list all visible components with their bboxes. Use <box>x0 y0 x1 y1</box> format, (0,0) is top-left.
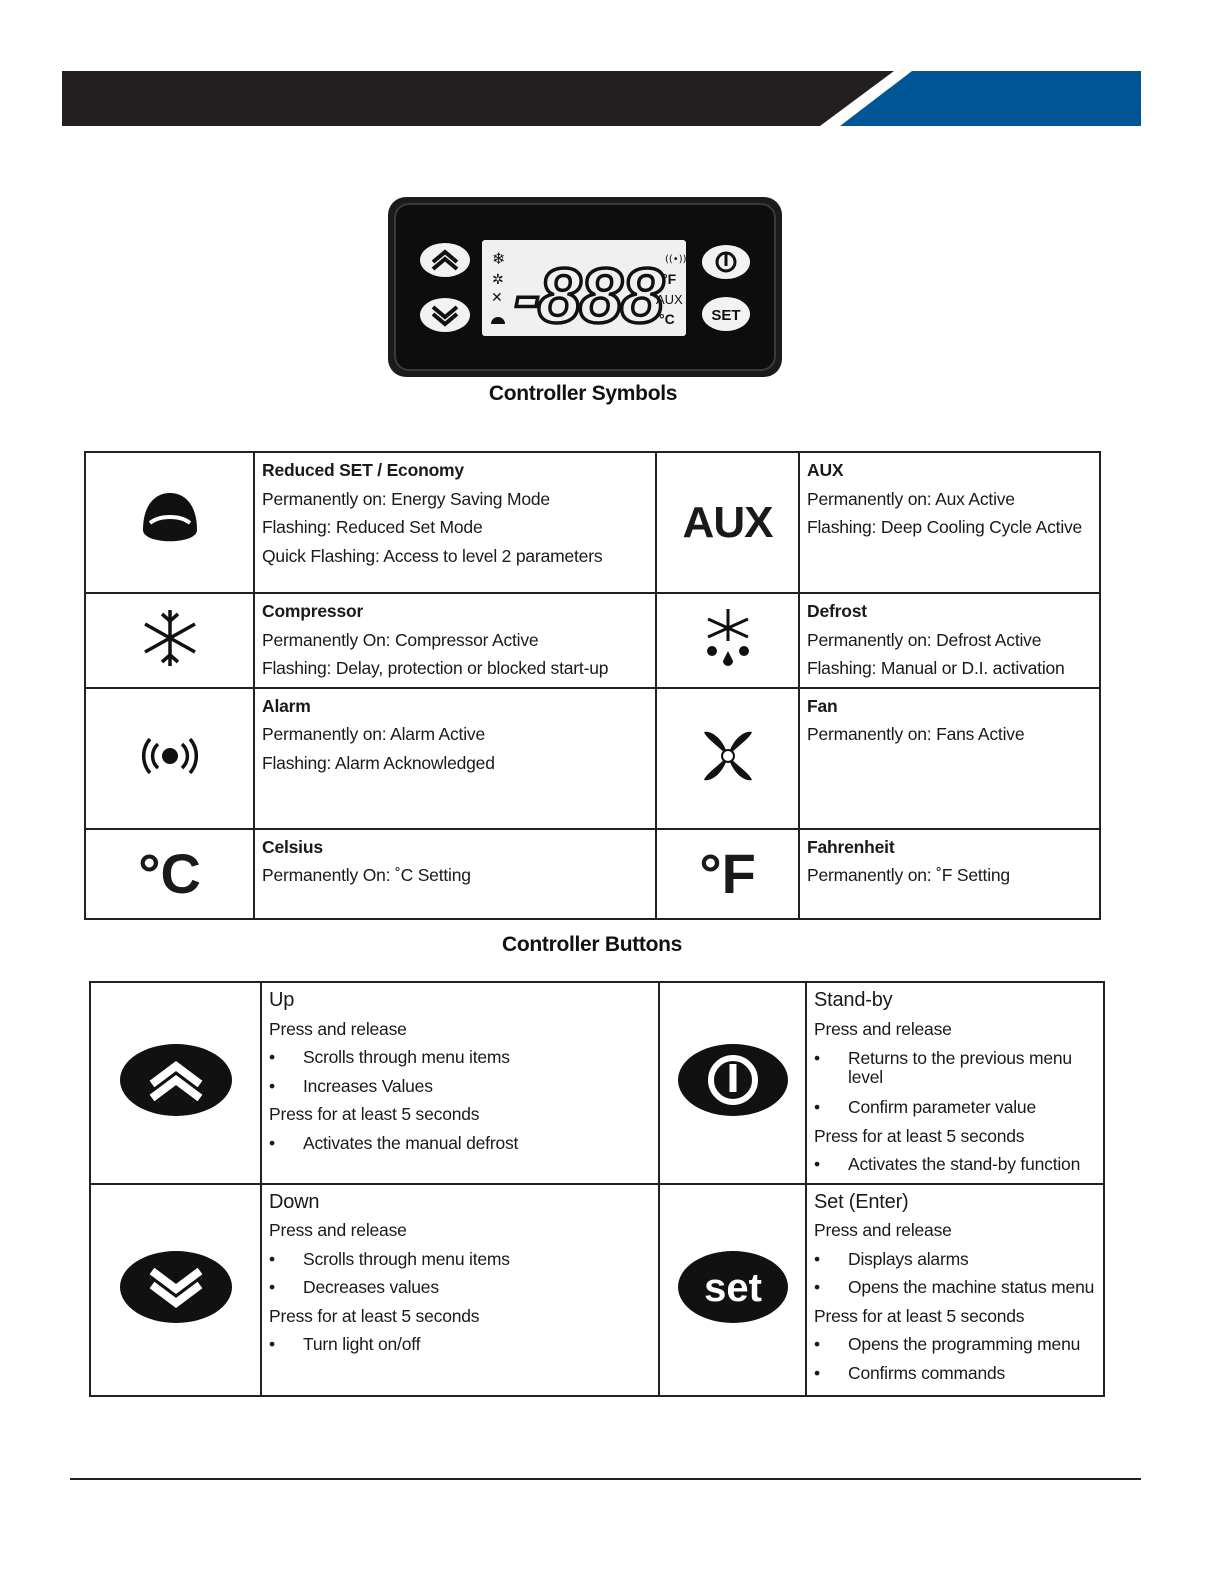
button-title: Set (Enter) <box>814 1190 909 1213</box>
button-set-text <box>807 1185 1103 1392</box>
down-button-icon <box>90 1184 261 1396</box>
power-icon <box>702 245 750 279</box>
instruction-bullet: • Scrolls through menu items <box>269 1245 652 1274</box>
instruction-bullet: • Displays alarms <box>814 1245 1097 1274</box>
defrost-icon <box>656 593 799 688</box>
symbol-compressor-text: Compressor Permanently On: Compressor Active Flashing: Delay, protection or blocked start-up <box>262 601 609 678</box>
instruction-line: Press and release <box>814 1220 952 1240</box>
standby-button-icon <box>659 982 806 1184</box>
fahrenheit-icon: °F <box>656 829 799 919</box>
svg-text:✕: ✕ <box>491 290 503 306</box>
aux-icon: AUX <box>656 452 799 593</box>
instruction-line: Press for at least 5 seconds <box>814 1305 1025 1326</box>
set-button-icon <box>659 1184 806 1396</box>
symbols-table <box>84 451 1101 920</box>
button-standby-text <box>807 983 1103 1183</box>
footer-divider <box>70 1478 1141 1480</box>
instruction-bullet: • Returns to the previous menu level <box>814 1043 1097 1093</box>
buttons-caption: Controller Buttons <box>501 933 683 956</box>
svg-text:°C: °C <box>659 311 675 327</box>
instruction-bullet: • Activates the manual defrost <box>269 1129 652 1158</box>
instruction-line: Press for at least 5 seconds <box>269 1104 480 1124</box>
svg-text:((•)): ((•)) <box>665 254 687 265</box>
economy-icon <box>85 452 254 593</box>
instruction-line: Press for at least 5 seconds <box>269 1305 480 1326</box>
symbols-caption: Controller Symbols <box>488 382 678 405</box>
svg-text:set: set <box>703 1266 762 1310</box>
instruction-bullet: • Opens the machine status menu <box>814 1273 1097 1302</box>
instruction-bullet: • Decreases values <box>269 1273 652 1302</box>
instruction-bullet: • Turn light on/off <box>269 1330 652 1359</box>
down-arrow-icon <box>420 298 470 332</box>
instruction-bullet: • Increases Values <box>269 1072 652 1101</box>
instruction-bullet: • Activates the stand-by function <box>814 1150 1097 1179</box>
svg-text:°F: °F <box>662 271 677 287</box>
button-title: Up <box>269 989 295 1011</box>
instruction-bullet: • Confirms commands <box>814 1359 1097 1388</box>
symbol-fahrenheit-text: Fahrenheit Permanently on: ˚F Setting <box>807 836 1010 885</box>
celsius-icon: °C <box>85 829 254 919</box>
button-down-text <box>262 1185 658 1363</box>
symbol-economy-text: Reduced SET / Economy Permanently on: Energy Saving Mode Flashing: Reduced Set Mode Quick Flashing: Access to level 2 parameters <box>262 460 603 566</box>
buttons-table <box>89 981 1105 1397</box>
instruction-bullet: • Confirm parameter value <box>814 1093 1097 1122</box>
instruction-line: Press for at least 5 seconds <box>814 1125 1025 1146</box>
controller-panel <box>387 196 783 378</box>
symbol-fan-text: Fan Permanently on: Fans Active <box>807 695 1025 744</box>
instruction-line: Press and release <box>269 1018 407 1039</box>
svg-text:✲: ✲ <box>492 272 504 288</box>
up-button-icon <box>90 982 261 1184</box>
up-arrow-icon <box>420 243 470 277</box>
svg-text:AUX: AUX <box>656 292 683 307</box>
alarm-icon <box>85 688 254 829</box>
symbol-alarm-text: Alarm Permanently on: Alarm Active Flashing: Alarm Acknowledged <box>262 695 495 773</box>
symbol-aux-text: AUX Permanently on: Aux Active Flashing: Deep Cooling Cycle Active <box>807 460 1083 537</box>
symbol-defrost-text: Defrost Permanently on: Defrost Active Flashing: Manual or D.I. activation <box>807 601 1065 678</box>
button-title: Stand-by <box>814 989 893 1011</box>
instruction-bullet: • Scrolls through menu items <box>269 1043 652 1072</box>
button-up-text <box>262 983 658 1161</box>
symbol-celsius-text: Celsius Permanently On: ˚C Setting <box>262 836 471 885</box>
instruction-bullet: • Opens the programming menu <box>814 1330 1097 1359</box>
fan-icon <box>656 688 799 829</box>
instruction-line: Press and release <box>814 1018 952 1039</box>
instruction-line: Press and release <box>269 1220 407 1240</box>
snowflake-icon <box>85 593 254 688</box>
svg-text:SET: SET <box>711 307 741 324</box>
header-banner <box>62 71 1141 126</box>
svg-text:❄: ❄ <box>492 249 506 268</box>
button-title: Down <box>269 1190 320 1213</box>
svg-text:-888: -888 <box>513 251 663 339</box>
set-icon <box>702 297 750 331</box>
